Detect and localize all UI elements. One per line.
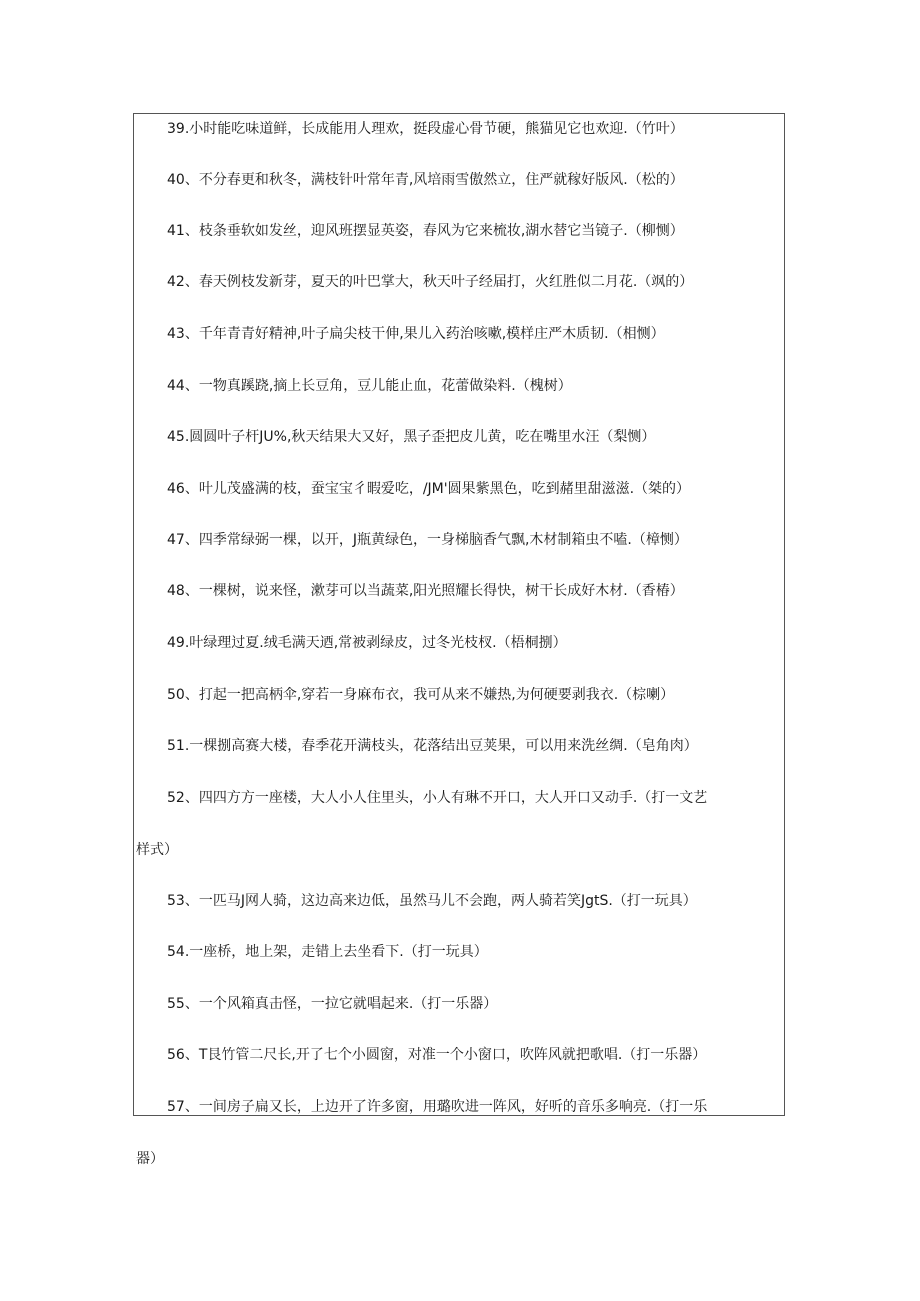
riddle-52: 52、四四方方一座楼，大人小人住里头，小人有琳不开口，大人开口又动手.（打一文艺 <box>167 790 708 806</box>
riddle-53: 53、一匹马J网人骑，这边高来边低，虽然马儿不会跑，两人骑若笑JgtS.（打一玩具） <box>167 893 697 909</box>
riddle-54: 54.一座桥，地上架，走错上去坐看下.（打一玩具） <box>167 944 488 960</box>
riddle-41: 41、枝条垂软如发丝，迎风班摆显英姿，春风为它来梳妆,湖水替它当镜子.（柳恻） <box>167 223 684 239</box>
riddle-43: 43、千年青青好精神,叶子扁尖枝干伸,果儿入药治咳嗽,模样庄严木质韧.（相恻） <box>167 326 665 342</box>
riddle-45: 45.圆圆叶子杆JU%,秋天结果大又好，黑子歪把皮儿黄，吃在嘴里水汪（梨恻） <box>167 429 656 445</box>
riddle-48: 48、一棵树，说来怪，漱芽可以当蔬菜,阳光照耀长得快，树干长成好木材.（香椿） <box>167 583 684 599</box>
riddle-57: 57、一间房子扁又长，上边开了许多窗，用璐吹进一阵风，好听的音乐多响亮.（打一乐 <box>167 1099 708 1115</box>
riddle-50: 50、打起一把高柄伞,穿若一身麻布衣，我可从来不嫌热,为何硬要剥我衣.（棕喇） <box>167 687 675 703</box>
riddle-44: 44、一物真蹊跷,摘上长豆角，豆儿能止血，花蕾做染料.（槐树） <box>167 378 572 394</box>
riddle-57-continued: 器） <box>136 1151 164 1167</box>
riddle-47: 47、四季常绿弼一棵，以开，J瓶黄绿色，一身梯脑香气飘,木材制箱虫不嗑.（樟恻） <box>167 532 688 548</box>
riddle-55: 55、一个风箱真击怪，一拉它就唱起来.（打一乐器） <box>167 996 498 1012</box>
riddle-42: 42、春天例枝发新芽，夏天的叶巴掌大，秋天叶子经届打，火红胜似二月花.（飒的） <box>167 274 694 290</box>
riddle-51: 51.一棵捌高赛大楼，春季花开满枝头，花落结出豆荚果，可以用来洗丝绸.（皂角肉） <box>167 738 698 754</box>
riddle-56: 56、T艮竹管二尺长,开了七个小圆窗，对准一个小窗口，吹阵风就把歌唱.（打一乐器） <box>167 1047 707 1063</box>
riddle-49: 49.叶绿理过夏.绒毛满天迺,常被剥绿皮，过冬光枝杈.（梧桐捌） <box>167 635 567 651</box>
riddle-40: 40、不分春更和秋冬，满枝针叶常年青,风培雨雪傲然立，住严就稼好版风.（松的） <box>167 172 684 188</box>
riddle-46: 46、叶儿茂盛满的枝，蚕宝宝彳暇爱吃，/JM'圆果紫黑色，吃到赭里甜滋滋.（桀的） <box>167 481 691 497</box>
riddle-39: 39.小时能吃味道鲜，长成能用人理欢，挺段虚心骨节硬，熊猫见它也欢迎.（竹叶） <box>167 121 684 137</box>
riddle-52-continued: 样式） <box>136 842 178 858</box>
table-border <box>133 113 785 1116</box>
